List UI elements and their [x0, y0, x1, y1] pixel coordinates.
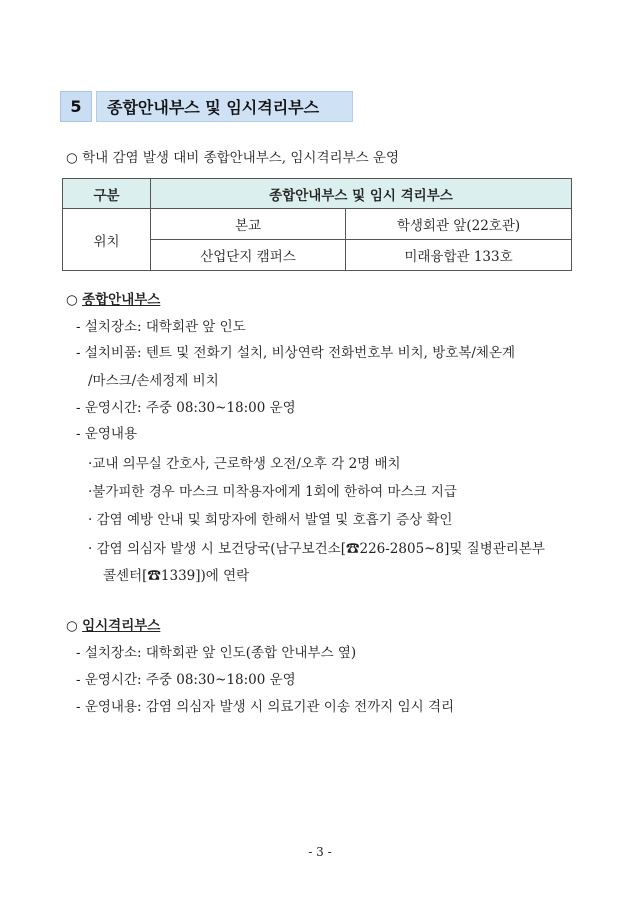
list-item: - 운영시간: 주중 08:30~18:00 운영 — [76, 400, 296, 416]
circle-bullet-icon: ○ — [66, 618, 78, 634]
sub-item: · 감염 의심자 발생 시 보건당국(남구보건소[☎226-2805~8]및 질병관리본부 — [88, 541, 545, 557]
circle-bullet-icon: ○ — [66, 292, 78, 308]
table-cell: 미래융합관 133호 — [346, 240, 572, 271]
sub-item: · 감염 예방 안내 및 희망자에 한해서 발열 및 호흡기 증상 확인 — [88, 512, 453, 528]
booth2-title: 임시격리부스 — [82, 618, 161, 634]
table-cell: 산업단지 캠퍼스 — [151, 240, 346, 271]
section-number: 5 — [60, 91, 92, 122]
intro-text: ○ 학내 감염 발생 대비 종합안내부스, 임시격리부스 운영 — [66, 150, 400, 166]
list-item: /마스크/손세정제 비치 — [88, 373, 219, 389]
table-header-booth: 종합안내부스 및 임시 격리부스 — [151, 179, 572, 209]
table-header-category: 구분 — [63, 179, 151, 209]
section-title: 종합안내부스 및 임시격리부스 — [96, 91, 353, 122]
sub-item: ·교내 의무실 간호사, 근로학생 오전/오후 각 2명 배치 — [88, 456, 401, 472]
sub-item: 콜센터[☎1339])에 연락 — [103, 568, 250, 584]
booth2-heading — [66, 616, 160, 636]
booth1-heading — [66, 290, 160, 310]
table-cell: 본교 — [151, 209, 346, 240]
page-number: - 3 - — [308, 845, 332, 859]
table-row — [63, 209, 572, 240]
table-cell: 학생회관 앞(22호관) — [346, 209, 572, 240]
list-item: - 운영내용: 감염 의심자 발생 시 의료기관 이송 전까지 임시 격리 — [76, 699, 455, 715]
location-table — [62, 178, 572, 271]
booth1-title: 종합안내부스 — [82, 292, 161, 308]
list-item: - 운영내용 — [76, 426, 138, 442]
sub-item: ·불가피한 경우 마스크 미착용자에게 1회에 한하여 마스크 지급 — [88, 484, 457, 500]
list-item: - 설치장소: 대학회관 앞 인도 — [76, 319, 246, 335]
list-item: - 운영시간: 주중 08:30~18:00 운영 — [76, 672, 296, 688]
list-item: - 설치비품: 텐트 및 전화기 설치, 비상연락 전화번호부 비치, 방호복/체온계 — [76, 345, 516, 361]
row-label-location: 위치 — [63, 209, 151, 271]
list-item: - 설치장소: 대학회관 앞 인도(종합 안내부스 옆) — [76, 645, 357, 661]
